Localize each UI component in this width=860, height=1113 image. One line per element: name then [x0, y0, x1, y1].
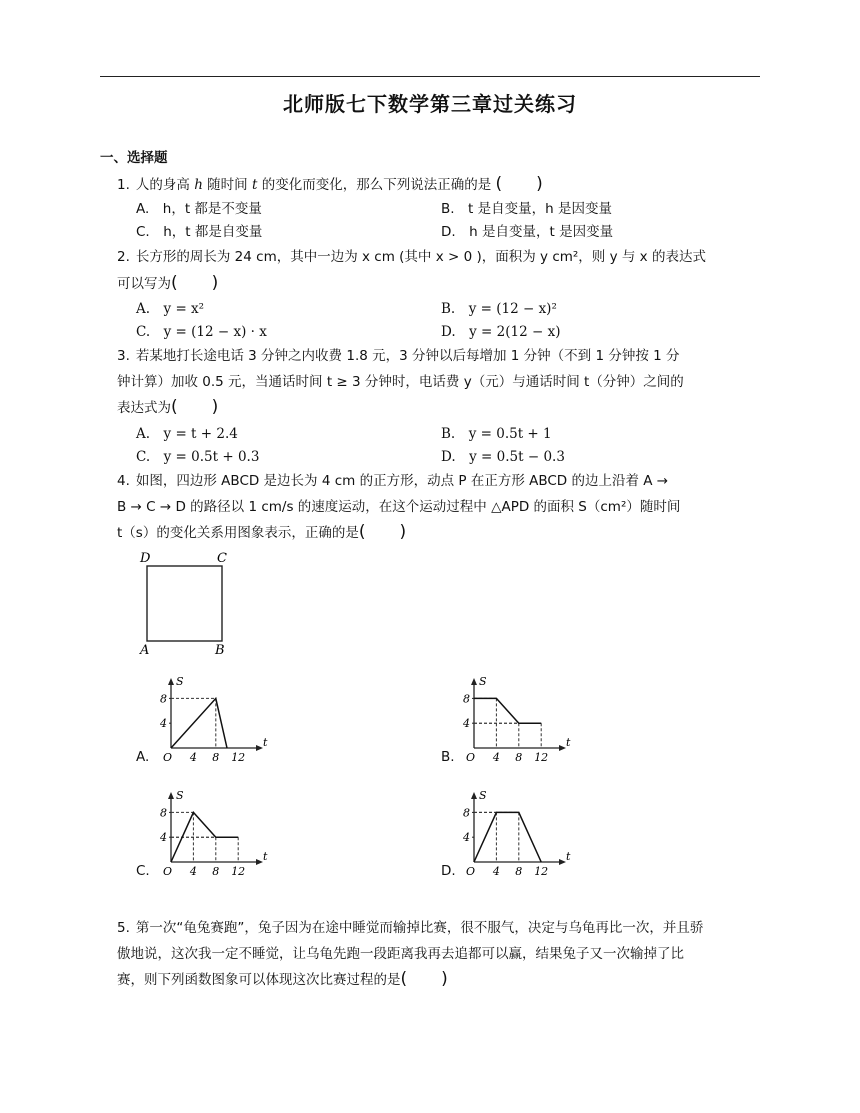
section-heading: 一、选择题 [100, 150, 168, 166]
x-axis-arrow [559, 745, 566, 751]
x-tick-label: 8 [212, 865, 220, 878]
y-axis-label: S [479, 789, 487, 802]
x-tick-label: 8 [212, 751, 220, 764]
q1-option-d[interactable]: D. h 是自变量，t 是因变量 [441, 224, 614, 240]
y-tick-label: 4 [160, 831, 167, 845]
q4-line-2: B → C → D 的路径以 1 cm/s 的速度运动，在这个运动过程中 △APD 的面积 S（cm²）随时间 [117, 498, 681, 515]
question-number: 1. [117, 177, 130, 193]
x-tick-label: 8 [515, 751, 523, 764]
q4-line-1: 如图，四边形 ABCD 是边长为 4 cm 的正方形，动点 P 在正方形 ABCD 的边上沿着 A → [135, 473, 669, 489]
vertex-label-c: C [217, 551, 227, 566]
y-axis-arrow [168, 792, 174, 799]
y-tick-label: 4 [463, 717, 470, 731]
origin-label: O [163, 751, 173, 764]
y-axis-label: S [176, 675, 184, 688]
x-tick-label: 12 [534, 751, 549, 764]
origin-label: O [466, 865, 476, 878]
q1-option-c[interactable]: C. h，t 都是自变量 [136, 224, 263, 240]
q1-text: 随时间 [202, 177, 252, 193]
var-h: h [194, 177, 203, 193]
question-1 [117, 172, 762, 199]
q3-line-2: 钟计算）加收 0.5 元，当通话时间 t ≥ 3 分钟时，电话费 y（元）与通话时间 t（分钟）之间的 [117, 373, 684, 390]
graph-line [474, 698, 541, 723]
y-axis-arrow [168, 678, 174, 685]
q3-line-3: 表达式为 [117, 400, 171, 416]
q2-line-2: 可以写为 [117, 275, 171, 292]
x-axis-arrow [256, 745, 263, 751]
square-outline [147, 566, 222, 641]
graph-line [171, 698, 227, 748]
y-tick-label: 8 [463, 692, 470, 706]
y-axis-arrow [471, 678, 477, 685]
q2-option-c[interactable]: C. y = (12 − x) · x [136, 324, 267, 340]
answer-paren: ( ) [495, 174, 543, 194]
y-tick-label: 8 [160, 806, 167, 820]
y-tick-label: 8 [463, 806, 470, 820]
page-title: 北师版七下数学第三章过关练习 [283, 92, 577, 116]
x-tick-label: 12 [534, 865, 549, 878]
y-axis-label: S [479, 675, 487, 688]
answer-paren: ( ) [358, 522, 407, 542]
var-t: t [251, 177, 258, 193]
question-number: 3. [117, 348, 130, 364]
graph-option-d-label[interactable]: D. [441, 863, 456, 879]
y-axis-arrow [471, 792, 477, 799]
graph-option-a-label[interactable]: A. [136, 749, 150, 765]
x-tick-label: 4 [492, 865, 500, 878]
graph-option-d[interactable] [458, 786, 573, 881]
q2-option-a[interactable]: A. y = x² [136, 301, 205, 317]
graph-option-b-label[interactable]: B. [441, 749, 455, 765]
x-tick-label: 4 [189, 751, 197, 764]
origin-label: O [163, 865, 173, 878]
x-axis-label: t [263, 736, 268, 749]
vertex-label-b: B [215, 643, 225, 658]
x-axis-label: t [263, 850, 268, 863]
y-axis-label: S [176, 789, 184, 802]
q2-option-d[interactable]: D. y = 2(12 − x) [441, 324, 561, 340]
y-tick-label: 8 [160, 692, 167, 706]
q2-line-1: 长方形的周长为 24 cm，其中一边为 x cm (其中 x > 0 )，面积为 y cm²，则 y 与 x 的表达式 [135, 249, 706, 265]
q5-line-1: 第一次“龟兔赛跑”，兔子因为在途中睡觉而输掉比赛，很不服气，决定与乌龟再比一次，并且骄 [135, 920, 704, 936]
origin-label: O [466, 751, 476, 764]
q3-option-b[interactable]: B. y = 0.5t + 1 [441, 426, 552, 442]
x-tick-label: 12 [231, 751, 246, 764]
answer-paren: ( ) [171, 397, 219, 417]
question-number: 5. [117, 920, 130, 936]
question-5 [117, 916, 762, 994]
graph-option-b[interactable] [458, 672, 573, 767]
q4-line-3: t（s）的变化关系用图象表示，正确的是 [117, 525, 359, 541]
x-tick-label: 12 [231, 865, 246, 878]
q1-text: 人的身高 [135, 177, 195, 193]
q1-text: 的变化而变化，那么下列说法正确的是 [257, 177, 492, 193]
question-2 [117, 245, 762, 297]
q3-line-1: 若某地打长途电话 3 分钟之内收费 1.8 元，3 分钟以后每增加 1 分钟（不到 1 分钟按 1 分 [135, 348, 680, 364]
q3-option-d[interactable]: D. y = 0.5t − 0.3 [441, 449, 565, 465]
y-tick-label: 4 [160, 717, 167, 731]
y-tick-label: 4 [463, 831, 470, 845]
graph-line [474, 812, 541, 862]
graph-option-c-label[interactable]: C. [136, 863, 150, 879]
question-number: 2. [117, 249, 130, 265]
square-abcd-figure [140, 550, 235, 658]
q3-option-c[interactable]: C. y = 0.5t + 0.3 [136, 449, 260, 465]
x-axis-label: t [566, 850, 571, 863]
question-3 [117, 344, 762, 422]
q2-option-b[interactable]: B. y = (12 − x)² [441, 301, 557, 317]
answer-paren: ( ) [400, 969, 448, 989]
q5-line-3: 赛，则下列函数图象可以体现这次比赛过程的是 [117, 972, 401, 988]
vertex-label-d: D [140, 551, 151, 566]
x-tick-label: 4 [189, 865, 197, 878]
answer-paren: ( ) [171, 272, 219, 293]
top-rule [100, 76, 760, 77]
q5-line-2: 傲地说，这次我一定不睡觉，让乌龟先跑一段距离我再去追都可以赢，结果兔子又一次输掉了比 [117, 945, 684, 962]
question-4 [117, 469, 762, 547]
question-number: 4. [117, 473, 130, 489]
q1-option-b[interactable]: B. t 是自变量，h 是因变量 [441, 201, 612, 217]
graph-option-a[interactable] [155, 672, 270, 767]
x-tick-label: 4 [492, 751, 500, 764]
x-axis-label: t [566, 736, 571, 749]
x-axis-arrow [256, 859, 263, 865]
q3-option-a[interactable]: A. y = t + 2.4 [136, 426, 238, 442]
graph-option-c[interactable] [155, 786, 270, 881]
vertex-label-a: A [140, 643, 150, 658]
q1-option-a[interactable]: A. h，t 都是不变量 [136, 201, 262, 217]
x-tick-label: 8 [515, 865, 523, 878]
x-axis-arrow [559, 859, 566, 865]
